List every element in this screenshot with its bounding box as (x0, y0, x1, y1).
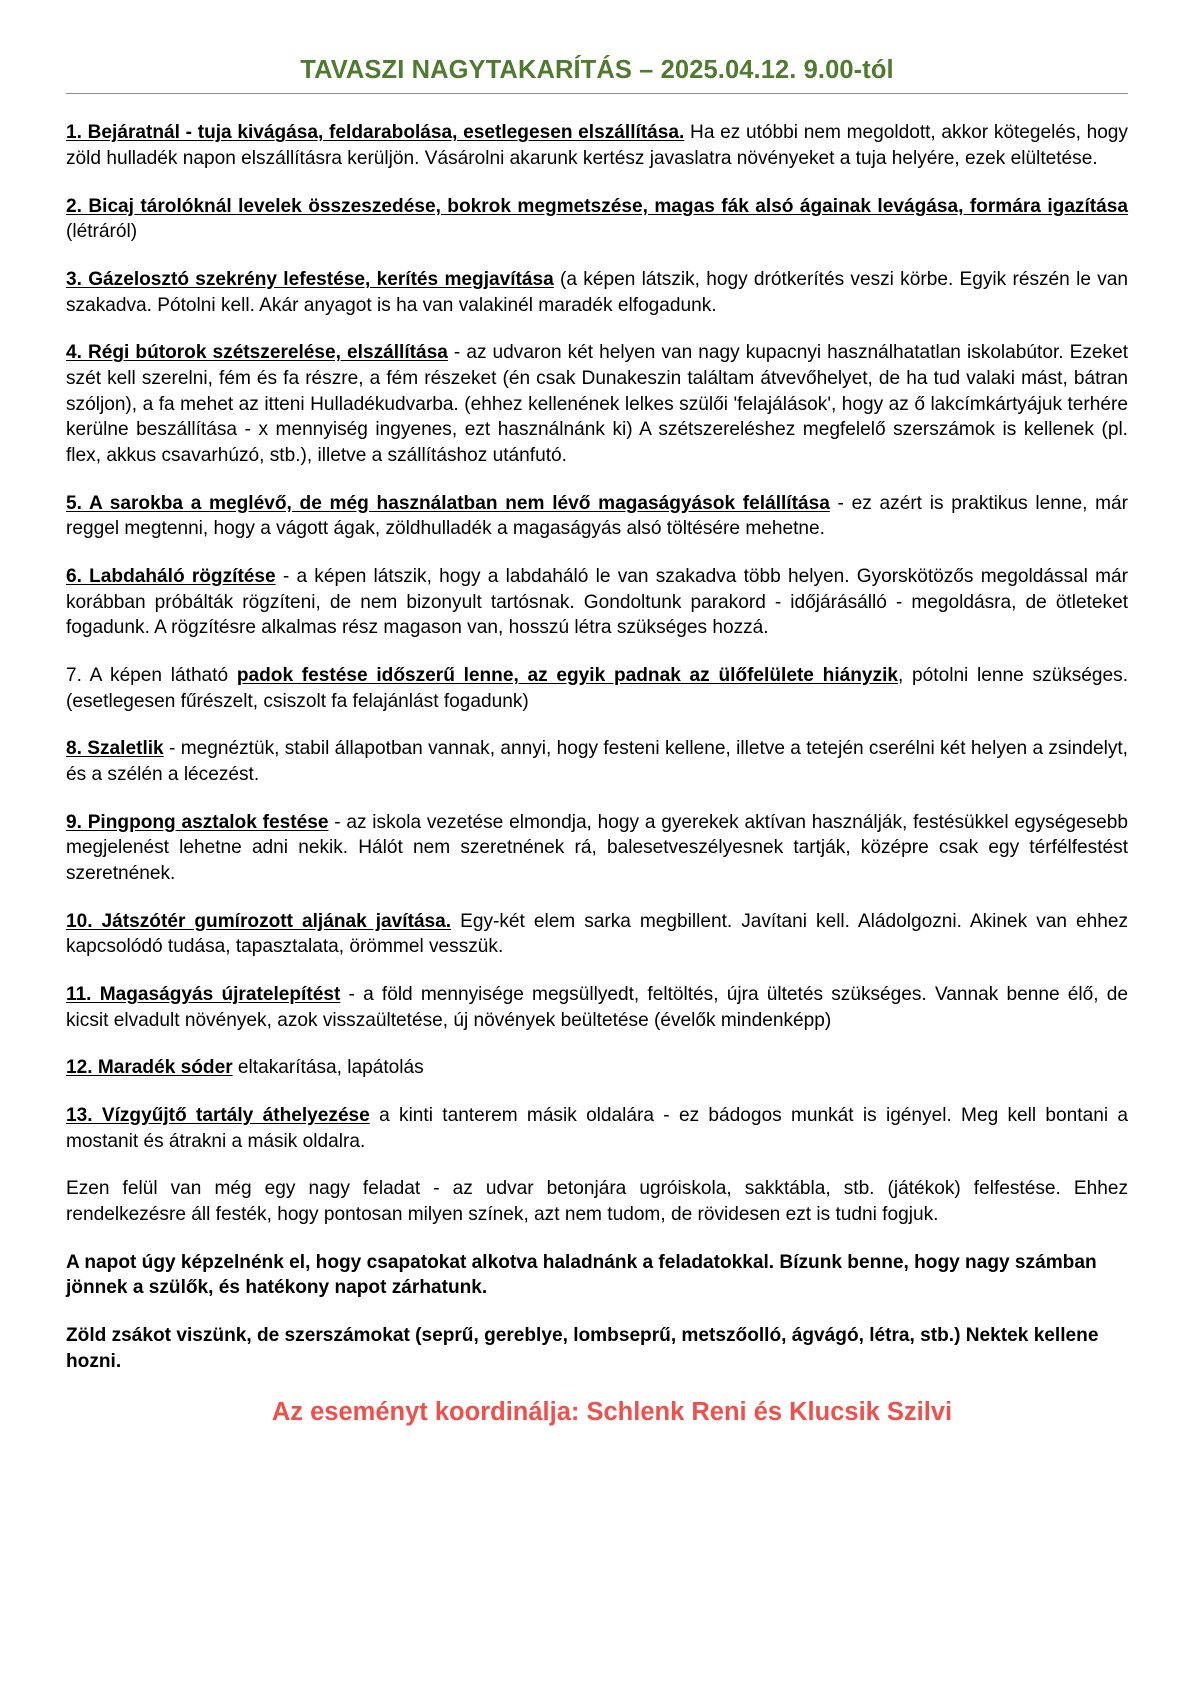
tools-note: Zöld zsákot viszünk, de szerszámokat (seprű, gereblye, lombseprű, metszőolló, ágvágó, létra, stb.) Nektek kellene hozni. (66, 1325, 1099, 1372)
item-7-prefix: 7. A képen látható (66, 665, 237, 687)
item-5-lead: 5. A sarokba a meglévő, de még használatban nem lévő magaságyások felállítása (66, 492, 830, 514)
item-13-lead: 13. Vízgyűjtő tartály áthelyezése (66, 1105, 370, 1127)
item-8-lead: 8. Szaletlik (66, 738, 164, 760)
list-item-4 (66, 340, 1128, 468)
list-item-7 (66, 663, 1128, 714)
list-item-2 (66, 194, 1128, 245)
item-4-body: - az udvaron két helyen van nagy kupacnyi használhatatlan iskolabútor. Ezeket szét kell szerelni, fém és fa részre, a fém részeket (én csak Dunakeszin találtam átvevőhelyet, de ha tud valaki mást, bátran szóljon), a fa mehet az itteni Hulladékudvarba. (ehhez kellenének lelkes szülői 'felajálások', hogy az ő lakcímkártyájuk terhére kerülne beszállítása - x mennyiség ingyenes, ezt használnánk ki) A szétszereléshez megfelelő szerszámok is kellenek (pl. flex, akkus csavarhúzó, stb.), illetve a szállításhoz utánfutó. (66, 342, 1128, 467)
closing-paragraph: Ezen felül van még egy nagy feladat - az udvar betonjára ugróiskola, sakktábla, stb. (játékok) felfestése. Ehhez rendelkezésre áll festék, hogy pontosan milyen színek, azt nem tudom, de rövidesen ezt is tudni fogjuk. (66, 1178, 1128, 1226)
page-title: TAVASZI NAGYTAKARÍTÁS – 2025.04.12. 9.00-tól (300, 56, 894, 84)
item-8-body: - megnéztük, stabil állapotban vannak, annyi, hogy festeni kellene, illetve a tetején cserélni két helyen a zsindelyt, és a szélén a lécezést. (66, 738, 1128, 786)
item-12-lead: 12. Maradék sóder (66, 1057, 233, 1079)
item-3-body: (a képen látszik, hogy drótkerítés veszi körbe. Egyik részén le van szakadva. Pótolni kell. Akár anyagot is ha van valakinél maradék elfogadunk. (66, 269, 1128, 316)
title-divider (66, 93, 1128, 94)
item-5-body: - ez azért is praktikus lenne, már reggel megtenni, hogy a vágott ágak, zöldhulladék a magaságyás alsó töltésére mehetne. (66, 492, 1128, 540)
item-3-lead: 3. Gázelosztó szekrény lefestése, kerítés megjavítása (66, 269, 554, 290)
item-6-body: - a képen látszik, hogy a labdaháló le van szakadva több helyen. Gyorskötözős megoldással már korábban próbálták rögzíteni, de nem bizonyult tartósnak. Gondoltunk parakord - időjárásálló - megoldásra, de ötleteket fogadunk. A rögzítésre alkalmas rész magason van, hosszú létra szükséges hozzá. (66, 566, 1128, 639)
item-1-lead: 1. Bejáratnál - tuja kivágása, feldarabolása, esetlegesen elszállítása. (66, 122, 685, 144)
item-7-lead: padok festése időszerű lenne, az egyik padnak az ülőfelülete hiányzik (236, 665, 898, 687)
item-9-lead: 9. Pingpong asztalok festése (66, 811, 329, 833)
list-item-13 (66, 1103, 1128, 1154)
list-item-6 (66, 564, 1128, 641)
coordinator-note: Az eseményt koordinálja: Schlenk Reni és Klucsik Szilvi (271, 1397, 953, 1426)
list-item-8 (66, 736, 1128, 787)
list-item-11 (66, 982, 1128, 1033)
item-4-lead: 4. Régi bútorok szétszerelése, elszállítása (66, 342, 448, 364)
item-12-body: eltakarítása, lapátolás (232, 1057, 424, 1079)
item-9-body: - az iskola vezetése elmondja, hogy a gyerekek aktívan használják, festésükkel egységesebb megjelenést lehetne adni nekik. Hálót nem szeretnének rá, balesetveszélyesnek tartják, középre csak egy térfélfestést szeretnének. (66, 811, 1128, 885)
item-10-body: Egy-két elem sarka megbillent. Javítani kell. Aládolgozni. Akinek van ehhez kapcsolódó tudása, tapasztalata, örömmel vesszük. (66, 910, 1128, 958)
list-item-9 (66, 810, 1128, 887)
item-6-lead: 6. Labdaháló rögzítése (66, 566, 276, 588)
item-2-body: (létráról) (66, 221, 138, 243)
list-item-10 (66, 909, 1128, 960)
item-1-body: Ha ez utóbbi nem megoldott, akkor kötegelés, hogy zöld hulladék napon elszállításra kerüljön. Vásárolni akarunk kertész javaslatra növényeket a tuja helyére, ezek elültetése. (66, 122, 1128, 169)
item-11-body: - a föld mennyisége megsüllyedt, feltöltés, újra ültetés szükséges. Vannak benne élő, de kicsit elvadult növények, azok visszaültetése, új növények beültetése (évelők mindenképp) (66, 984, 1129, 1031)
item-10-lead: 10. Játszótér gumírozott aljának javítása. (66, 910, 452, 932)
teams-note: A napot úgy képzelnénk el, hogy csapatokat alkotva haladnánk a feladatokkal. Bízunk benne, hogy nagy számban jönnek a szülők, és hatékony napot zárhatunk. (66, 1251, 1097, 1299)
item-13-body: a kinti tanterem másik oldalára - ez bádogos munkát is igényel. Meg kell bontani a mostanit és átrakni a másik oldalra. (66, 1105, 1128, 1152)
list-item-12 (66, 1055, 1128, 1081)
item-2-lead: 2. Bicaj tárolóknál levelek összeszedése, bokrok megmetszése, magas fák alsó ágainak levágása, formára igazítása (66, 195, 1128, 217)
item-7-body: , pótolni lenne szükséges. (esetlegesen fűrészelt, csiszolt fa felajánlást fogadunk) (66, 665, 1129, 712)
list-item-3 (66, 267, 1128, 318)
list-item-5 (66, 491, 1128, 542)
list-item-1 (66, 120, 1128, 171)
item-11-lead: 11. Magaságyás újratelepítést (66, 984, 341, 1006)
